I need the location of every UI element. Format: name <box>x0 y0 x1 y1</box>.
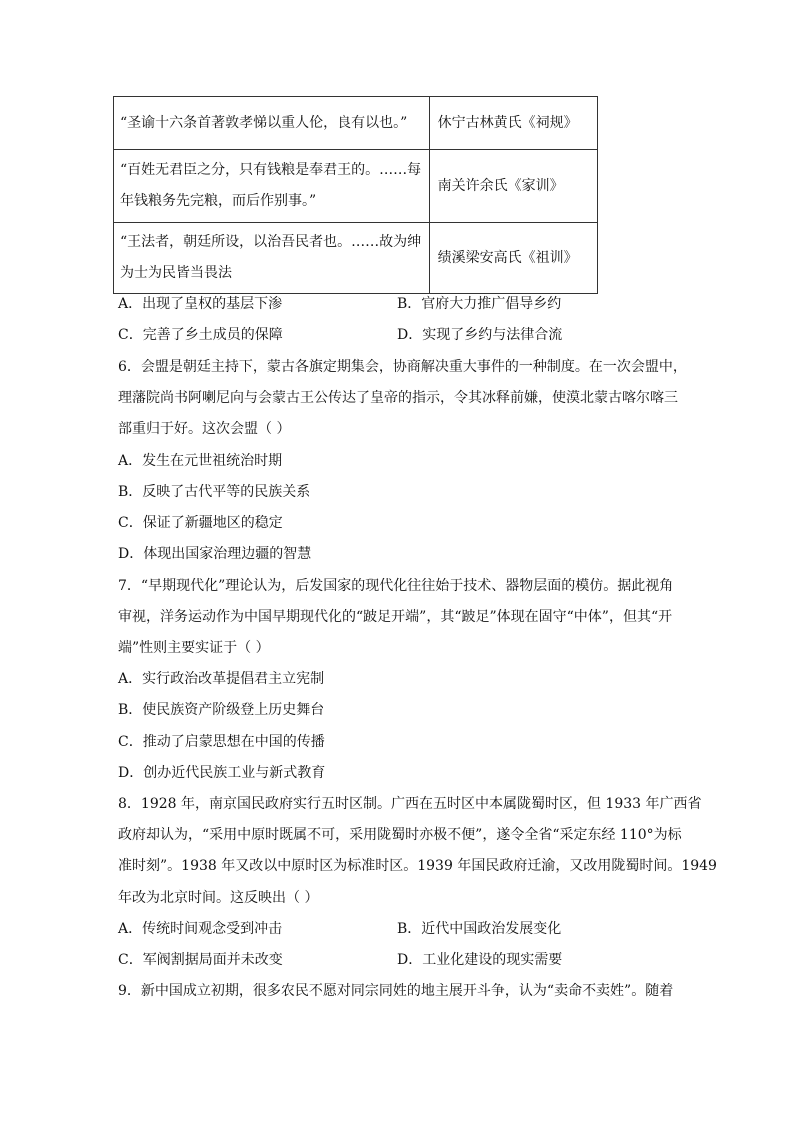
quote-text-line: 为士为民皆当畏法 <box>120 265 232 281</box>
q9-stem-line: 9．新中国成立初期，很多农民不愿对同宗同姓的地主展开斗争，认为“卖命不卖姓”。随着 <box>118 983 674 999</box>
quote-text-line: “王法者，朝廷所设，以治吾民者也。……故为绅 <box>120 234 422 250</box>
q6-stem-line: 理藩院尚书阿喇尼向与会蒙古王公传达了皇帝的指示，令其冰释前嫌，使漠北蒙古喀尔喀三 <box>118 390 678 406</box>
q8-option-b[interactable]: B．近代中国政治发展变化 <box>397 921 562 937</box>
q6-stem-line: 部重归于好。这次会盟（ ） <box>118 421 291 437</box>
q5-option-b[interactable]: B．官府大力推广倡导乡约 <box>397 296 562 312</box>
quote-text: “圣谕十六条首著敦孝悌以重人伦，良有以也。” <box>120 114 408 131</box>
source-cell <box>429 150 597 223</box>
q8-stem-line: 8．1928 年，南京国民政府实行五时区制。广西在五时区中本属陇蜀时区，但 1933 年广西省 <box>118 796 702 812</box>
quote-cell <box>114 150 430 223</box>
quote-cell <box>114 223 430 294</box>
q7-option-a[interactable]: A．实行政治改革提倡君主立宪制 <box>118 671 325 687</box>
q8-option-c[interactable]: C．军阀割据局面并未改变 <box>118 952 283 968</box>
source-table <box>113 96 598 294</box>
q8-stem-line: 准时刻”。1938 年又改以中原时区为标准时区。1939 年国民政府迁渝，又改用陇蜀时间。1949 <box>118 858 717 874</box>
q5-option-a[interactable]: A．出现了皇权的基层下渗 <box>118 296 283 312</box>
source-text: 休宁古林黄氏《祠规》 <box>437 114 578 131</box>
table-row <box>114 150 598 223</box>
source-text: 南关许余氏《家训》 <box>437 177 564 194</box>
q6-stem-line: 6．会盟是朝廷主持下，蒙古各旗定期集会，协商解决重大事件的一种制度。在一次会盟中， <box>118 359 687 375</box>
q8-option-d[interactable]: D．工业化建设的现实需要 <box>397 952 563 968</box>
q8-stem-line: 政府却认为，“采用中原时既属不可，采用陇蜀时亦极不便”，遂令全省“采定东经 110°为标 <box>118 827 682 843</box>
q7-stem-line: 审视，洋务运动作为中国早期现代化的“跛足开端”，其“跛足”体现在固守“中体”，但其“开 <box>118 609 673 625</box>
q5-option-c[interactable]: C．完善了乡土成员的保障 <box>118 327 283 343</box>
q7-option-c[interactable]: C．推动了启蒙思想在中国的传播 <box>118 734 325 750</box>
q7-option-b[interactable]: B．使民族资产阶级登上历史舞台 <box>118 702 325 718</box>
source-cell <box>429 223 597 294</box>
quote-text-line: 年钱粮务先完粮，而后作别事。” <box>120 193 317 209</box>
q6-option-d[interactable]: D．体现出国家治理边疆的智慧 <box>118 546 312 562</box>
q6-option-b[interactable]: B．反映了古代平等的民族关系 <box>118 484 311 500</box>
source-cell <box>429 97 597 150</box>
q8-option-a[interactable]: A．传统时间观念受到冲击 <box>118 921 283 937</box>
q8-stem-line: 年改为北京时间。这反映出（ ） <box>118 890 319 906</box>
table-row <box>114 97 598 150</box>
quote-cell <box>114 97 430 150</box>
q6-option-a[interactable]: A．发生在元世祖统治时期 <box>118 453 283 469</box>
table-row <box>114 223 598 294</box>
q7-option-d[interactable]: D．创办近代民族工业与新式教育 <box>118 765 326 781</box>
q7-stem-line: 7．“早期现代化”理论认为，后发国家的现代化往往始于技术、器物层面的模仿。据此视角 <box>118 578 674 594</box>
source-text: 绩溪梁安高氏《祖训》 <box>437 249 578 266</box>
quote-text-line: “百姓无君臣之分，只有钱粮是奉君王的。……每 <box>120 162 422 178</box>
q7-stem-line: 端”性则主要实证于（ ） <box>118 640 270 656</box>
q5-option-d[interactable]: D．实现了乡约与法律合流 <box>397 327 563 343</box>
q6-option-c[interactable]: C．保证了新疆地区的稳定 <box>118 515 283 531</box>
